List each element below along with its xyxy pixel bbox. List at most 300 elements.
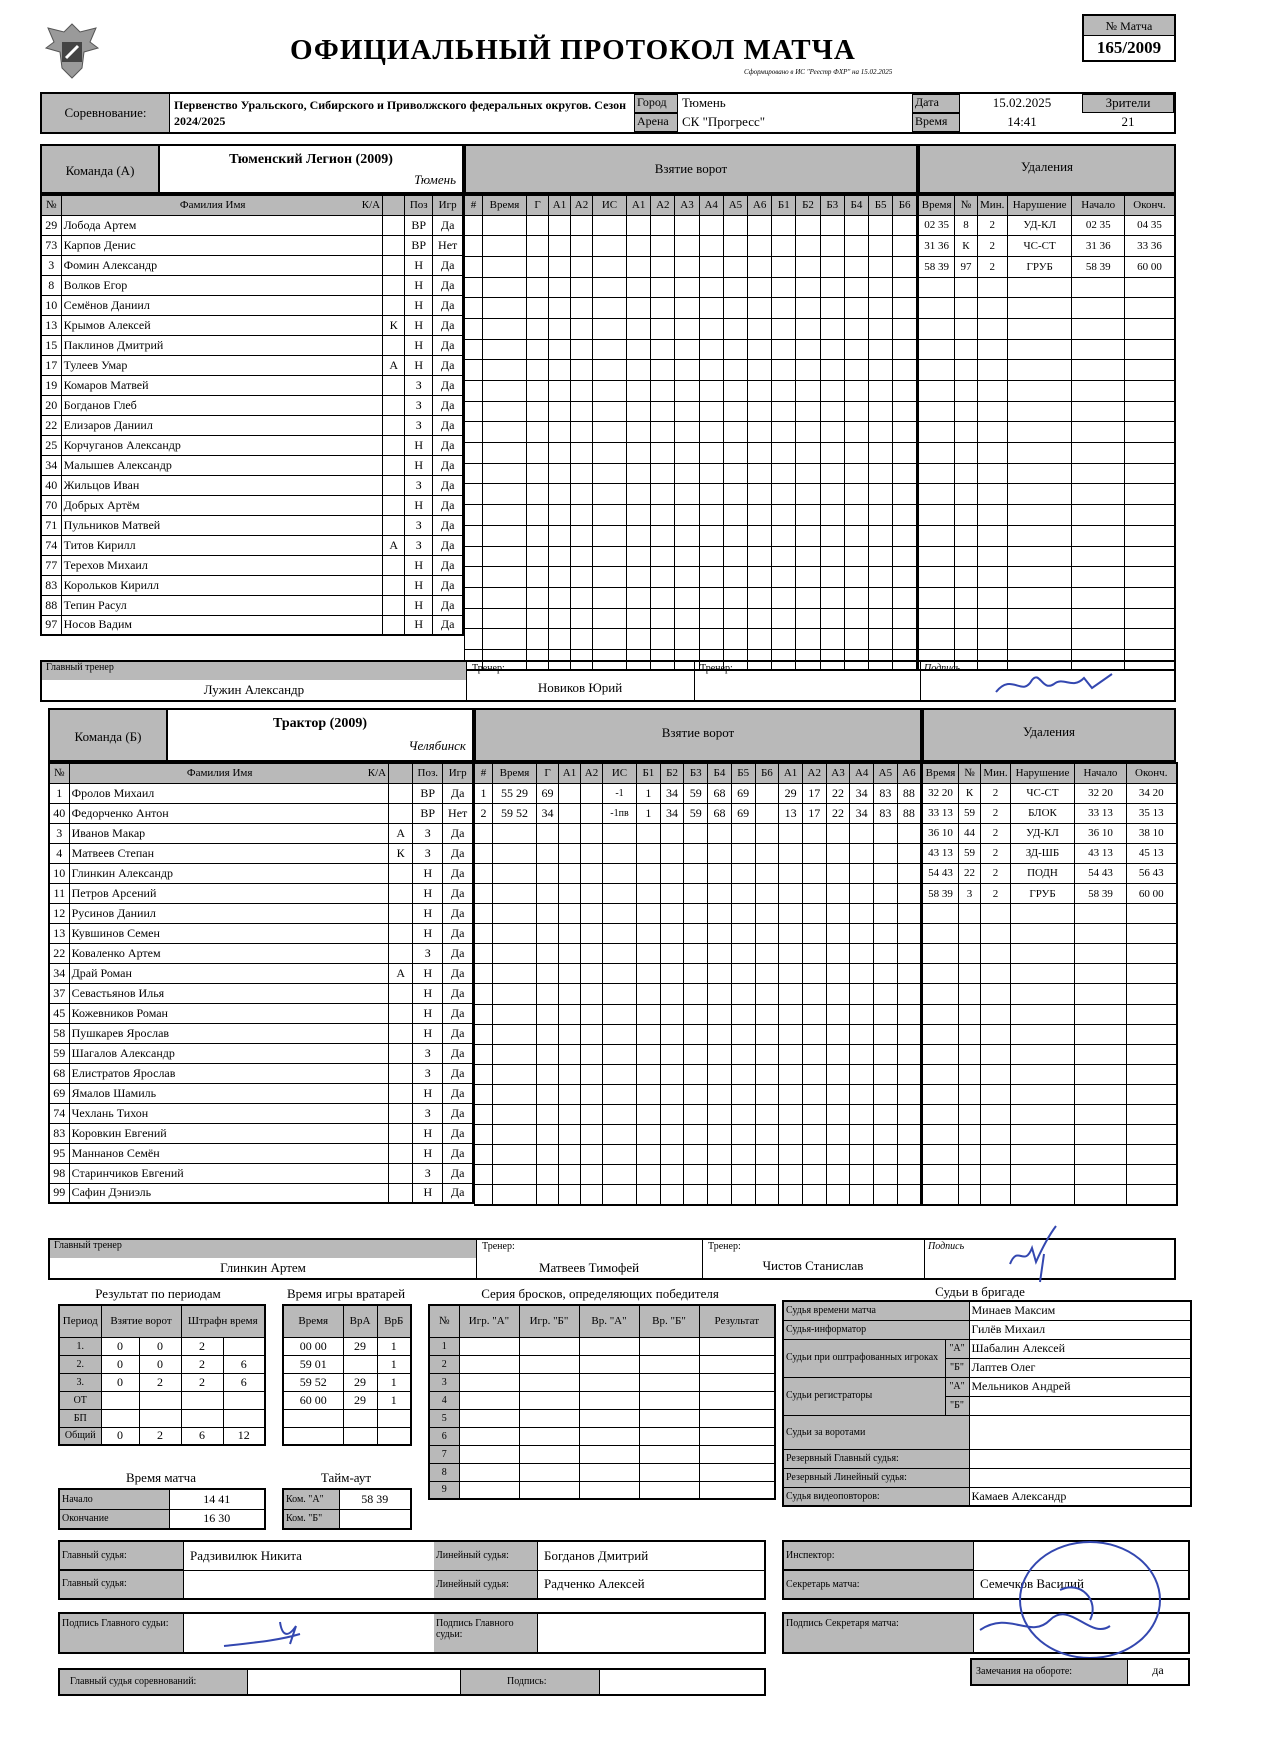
on-ice-player: [850, 1145, 874, 1165]
team-b-penalties-header: Удаления: [922, 708, 1176, 762]
on-ice-player: [684, 1185, 708, 1205]
goal-num: [465, 318, 483, 339]
player-played: Да: [443, 923, 473, 943]
team-b-goals-header: Взятие ворот: [474, 708, 922, 762]
penalty-start: [1072, 443, 1125, 464]
on-ice-player: [796, 360, 820, 381]
penalty-row: [923, 883, 1177, 903]
on-ice-player: [779, 1145, 803, 1165]
goal-assist-2: [581, 1044, 603, 1064]
player-number: 34: [41, 455, 61, 475]
penalty-end: [1127, 1004, 1177, 1024]
on-ice-player: [675, 215, 699, 236]
penalty-end: [1127, 984, 1177, 1004]
player-row: [41, 395, 463, 415]
penalty-end: [1127, 924, 1177, 944]
goal-assist-2: [571, 525, 593, 546]
goalie-time-row: [283, 1373, 411, 1391]
period-pa: [181, 1409, 223, 1427]
on-ice-player: [651, 360, 675, 381]
penalty-start: 58 39: [1072, 256, 1125, 277]
shootout-cell: [639, 1337, 699, 1355]
on-ice-player: [897, 984, 921, 1004]
player-played: Да: [433, 615, 463, 635]
shootout-cell: [459, 1337, 519, 1355]
penalty-row: [919, 360, 1176, 381]
player-captain-mark: [383, 455, 405, 475]
on-ice-player: [869, 381, 893, 402]
shootout-cell: [639, 1445, 699, 1463]
penalty-end: 04 35: [1124, 215, 1175, 236]
goal-assist-1: [549, 318, 571, 339]
on-ice-player: [772, 339, 796, 360]
penalty-foul: [1007, 298, 1072, 319]
goal-row: [475, 924, 922, 944]
player-number: 70: [41, 495, 61, 515]
player-row: [41, 335, 463, 355]
player-name: Пушкарев Ярослав: [69, 1023, 389, 1043]
penalty-start: [1072, 318, 1125, 339]
player-name: Драй Роман: [69, 963, 389, 983]
penalty-row: [923, 783, 1177, 803]
penalty-end: [1124, 318, 1175, 339]
on-ice-player: 88: [897, 803, 921, 823]
on-ice-player: [779, 1024, 803, 1044]
goal-assist-2: [581, 1064, 603, 1084]
on-ice-player: [699, 484, 723, 505]
team-b-head-coach: Глинкин Артем: [220, 1260, 306, 1275]
penalty-time: 02 35: [919, 215, 955, 236]
goal-time-header: Время: [493, 763, 537, 783]
on-ice-player: [684, 843, 708, 863]
player-number: 3: [41, 255, 61, 275]
remarks-label: Замечания на обороте:: [972, 1660, 1128, 1684]
penalty-time: [923, 1044, 959, 1064]
goal-assist-2: [571, 422, 593, 443]
goal-row: [465, 215, 918, 236]
shootout-cell: [519, 1463, 579, 1481]
period-pa: 2: [181, 1337, 223, 1355]
penalty-minutes: [981, 1084, 1011, 1104]
player-position: ВР: [413, 803, 443, 823]
penalty-time: [923, 1165, 959, 1185]
goal-num: [465, 505, 483, 526]
goal-time: [493, 904, 537, 924]
penalty-end: [1127, 1125, 1177, 1145]
goal-num: [465, 567, 483, 588]
on-ice-player: [651, 443, 675, 464]
on-ice-player: [850, 1044, 874, 1064]
goal-assist-1: [549, 484, 571, 505]
official-team-tag: "А": [945, 1377, 969, 1396]
player-captain-mark: [383, 495, 405, 515]
on-ice-player: [897, 924, 921, 944]
player-played: Да: [443, 1163, 473, 1183]
on-ice-player: [844, 525, 868, 546]
on-ice-player: [627, 443, 651, 464]
player-number: 12: [49, 903, 69, 923]
penalty-minutes: 2: [977, 215, 1007, 236]
player-captain-mark: [389, 803, 413, 823]
period-row: [59, 1373, 265, 1391]
goal-scorer: [537, 964, 559, 984]
on-ice-player: [627, 339, 651, 360]
penalty-foul: [1007, 360, 1072, 381]
on-ice-player: [869, 587, 893, 608]
on-ice-player: [723, 215, 747, 236]
penalty-player: 59: [959, 803, 981, 823]
penalty-end: 34 20: [1127, 783, 1177, 803]
penalty-start: [1072, 567, 1125, 588]
on-ice-player: [869, 236, 893, 257]
player-captain-mark: [389, 923, 413, 943]
player-played: Да: [443, 1023, 473, 1043]
penalty-player: К: [959, 783, 981, 803]
on-ice-player: [660, 1165, 684, 1185]
on-ice-player: [874, 1105, 898, 1125]
on-ice-player: [796, 546, 820, 567]
player-captain-mark: [389, 1143, 413, 1163]
on-ice-player: [772, 256, 796, 277]
goal-row: [465, 567, 918, 588]
player-captain-mark: [389, 903, 413, 923]
on-ice-player: [844, 587, 868, 608]
penalty-row: [919, 608, 1176, 629]
shootout-player-b-header: Игр. "Б": [519, 1305, 579, 1337]
goal-scorer: [527, 401, 549, 422]
penalty-row: [919, 318, 1176, 339]
on-ice-player: [675, 256, 699, 277]
penalty-player: [959, 1165, 981, 1185]
on-ice-player: [820, 629, 844, 650]
on-ice-player: [772, 215, 796, 236]
line-referee-label-2: Линейный судья:: [434, 1571, 538, 1598]
penalty-end: [1124, 525, 1175, 546]
on-ice-player: [627, 463, 651, 484]
player-position: Н: [405, 595, 433, 615]
team-b-roster: [48, 762, 474, 1204]
goal-num: [475, 883, 493, 903]
goal-situation: [603, 883, 637, 903]
on-ice-player: [684, 1044, 708, 1064]
penalty-player: [959, 1125, 981, 1145]
penalty-row: [923, 1084, 1177, 1104]
goal-assist-2: [571, 587, 593, 608]
player-name: Старинчиков Евгений: [69, 1163, 389, 1183]
player-played: Да: [443, 1043, 473, 1063]
penalty-start: 43 13: [1075, 843, 1127, 863]
penalty-time: [919, 463, 955, 484]
penalty-end: [1127, 1044, 1177, 1064]
on-ice-player: [708, 1145, 732, 1165]
player-played: Да: [433, 475, 463, 495]
goal-num: [465, 360, 483, 381]
on-ice-player: [708, 1004, 732, 1024]
player-row: [41, 555, 463, 575]
period-ga: 0: [101, 1427, 139, 1445]
on-ice-player: [772, 525, 796, 546]
player-played: Да: [443, 1003, 473, 1023]
on-ice-player: [893, 381, 917, 402]
team-a-goals-header: Взятие ворот: [464, 144, 918, 194]
on-ice-player: [637, 1165, 661, 1185]
on-ice-player: [869, 505, 893, 526]
timeout-a-label: Ком. "А": [283, 1489, 339, 1509]
assist1-header: А1: [559, 763, 581, 783]
player-name: Кувшинов Семен: [69, 923, 389, 943]
on-ice-player: [723, 505, 747, 526]
player-row: [49, 783, 473, 803]
goal-situation: [593, 608, 627, 629]
goal-num: [475, 984, 493, 1004]
player-captain-mark: [389, 1063, 413, 1083]
goal-situation: [603, 1145, 637, 1165]
on-ice-player: [874, 1064, 898, 1084]
goal-assist-2: [581, 803, 603, 823]
on-ice-player: [844, 381, 868, 402]
on-ice-player: [731, 1084, 755, 1104]
shootout-number: 7: [429, 1445, 459, 1463]
on-ice-player: [651, 525, 675, 546]
goal-assist-2: [571, 546, 593, 567]
goal-situation: -1: [603, 783, 637, 803]
period-penalty-header: Штрафн время: [181, 1305, 265, 1337]
team-b-goals-table: [474, 762, 922, 1206]
penalty-player: [955, 587, 977, 608]
on-ice-player: [802, 883, 826, 903]
player-played: Да: [443, 863, 473, 883]
goal-scorer: [527, 381, 549, 402]
on-ice-player: [675, 339, 699, 360]
penalty-player: 97: [955, 256, 977, 277]
goal-time: [483, 567, 527, 588]
on-ice-player: [874, 904, 898, 924]
penalty-minutes: [977, 360, 1007, 381]
on-ice-player: [755, 1145, 779, 1165]
on-ice-player: [627, 567, 651, 588]
on-ice-player: [820, 546, 844, 567]
on-ice-player: [627, 256, 651, 277]
on-ice-player: [844, 629, 868, 650]
goal-assist-1: [559, 904, 581, 924]
on-ice-player: [844, 277, 868, 298]
penalty-player: [955, 484, 977, 505]
penalty-end: 60 00: [1124, 256, 1175, 277]
penalty-time: [919, 608, 955, 629]
on-ice-player: [826, 883, 850, 903]
player-position: З: [413, 943, 443, 963]
team-a-penalties-table: [918, 194, 1176, 671]
on-ice-player: 13: [779, 803, 803, 823]
goal-scorer: [527, 629, 549, 650]
penalty-end: [1124, 443, 1175, 464]
player-number: 22: [49, 943, 69, 963]
goal-assist-2: [581, 944, 603, 964]
on-ice-player: [820, 525, 844, 546]
on-ice-player: [660, 1004, 684, 1024]
period-pa: 2: [181, 1355, 223, 1373]
goal-time: [493, 863, 537, 883]
penalty-end: [1124, 629, 1175, 650]
on-ice-player: 17: [802, 783, 826, 803]
on-ice-player: [874, 1125, 898, 1145]
on-ice-player: [699, 318, 723, 339]
shootout-cell: [639, 1481, 699, 1499]
penalty-time: [923, 1145, 959, 1165]
penalty-row: [919, 236, 1176, 257]
player-played: Да: [443, 1183, 473, 1203]
on-ice-player: [893, 587, 917, 608]
on-ice-player: [755, 883, 779, 903]
penalty-end: [1124, 463, 1175, 484]
on-ice-player: [637, 924, 661, 944]
goal-scorer: [527, 298, 549, 319]
goalie-time-row: [283, 1355, 411, 1373]
goal-assist-2: [581, 964, 603, 984]
penalty-player: [955, 401, 977, 422]
referee-signatures: [58, 1612, 766, 1654]
official-name: [969, 1449, 1191, 1468]
on-ice-player: [651, 339, 675, 360]
on-ice-player: [660, 883, 684, 903]
shootout-cell: [699, 1445, 775, 1463]
on-ice-player: [844, 546, 868, 567]
penalty-player: 3: [959, 883, 981, 903]
official-team-tag: "А": [945, 1339, 969, 1358]
shootout-number: 5: [429, 1409, 459, 1427]
goal-time: [493, 1004, 537, 1024]
official-name: Минаев Максим: [969, 1301, 1191, 1320]
penalty-time: [919, 629, 955, 650]
goalie-change-time: 59 52: [283, 1373, 343, 1391]
goal-situation: [603, 1105, 637, 1125]
on-ice-header: А6: [897, 763, 921, 783]
goal-situation: [593, 381, 627, 402]
penalty-foul: [1011, 1185, 1075, 1205]
player-name: Ямалов Шамиль: [69, 1083, 389, 1103]
player-number: 10: [49, 863, 69, 883]
shootout-cell: [459, 1445, 519, 1463]
shootout-cell: [519, 1373, 579, 1391]
penalty-start: 31 36: [1072, 236, 1125, 257]
penalty-minutes: 2: [981, 823, 1011, 843]
penalty-end: [1127, 1165, 1177, 1185]
penalty-end: [1124, 484, 1175, 505]
player-name: Матвеев Степан: [69, 843, 389, 863]
goal-row: [475, 843, 922, 863]
player-row: [49, 1043, 473, 1063]
player-row: [49, 843, 473, 863]
penalty-row: [923, 944, 1177, 964]
penalty-row: [923, 1064, 1177, 1084]
on-ice-player: [723, 484, 747, 505]
on-ice-header: А3: [826, 763, 850, 783]
on-ice-player: [874, 944, 898, 964]
penalty-end: [1127, 964, 1177, 984]
goal-row: [475, 1024, 922, 1044]
on-ice-player: [651, 422, 675, 443]
penalty-start: [1072, 401, 1125, 422]
goal-num: [475, 924, 493, 944]
goal-scorer: [537, 843, 559, 863]
goal-num: [465, 256, 483, 277]
goal-assist-2: [581, 863, 603, 883]
goal-num: [475, 863, 493, 883]
shootout-cell: [639, 1463, 699, 1481]
penalty-foul: [1007, 567, 1072, 588]
shootout-cell: [579, 1427, 639, 1445]
official-name: Лаптев Олег: [969, 1358, 1191, 1377]
on-ice-player: [708, 1105, 732, 1125]
on-ice-player: [772, 629, 796, 650]
player-played: Да: [433, 315, 463, 335]
player-captain-mark: [383, 275, 405, 295]
official-team-tag: "Б": [945, 1396, 969, 1415]
match-time-table: [58, 1488, 266, 1530]
on-ice-player: [755, 1024, 779, 1044]
shootout-title: Серия бросков, определяющих победителя: [481, 1286, 719, 1301]
on-ice-header: А1: [627, 195, 651, 215]
on-ice-player: [627, 608, 651, 629]
on-ice-player: [844, 505, 868, 526]
penalty-row: [923, 1185, 1177, 1205]
on-ice-player: [897, 1185, 921, 1205]
goal-assist-1: [559, 1024, 581, 1044]
goal-scorer: [537, 1084, 559, 1104]
on-ice-player: [820, 608, 844, 629]
goal-scorer-header: Г: [537, 763, 559, 783]
penalty-start: [1072, 339, 1125, 360]
on-ice-player: [675, 401, 699, 422]
penalty-minutes: 2: [977, 236, 1007, 257]
time-label: Время: [912, 113, 960, 132]
team-a-coach1: Новиков Юрий: [537, 680, 623, 695]
goal-row: [475, 1185, 922, 1205]
player-row: [49, 863, 473, 883]
team-a-penalties-header: Удаления: [918, 144, 1176, 194]
team-a-goals-table: [464, 194, 918, 671]
penalty-minutes: [977, 401, 1007, 422]
on-ice-player: 69: [731, 783, 755, 803]
penalty-minutes: 2: [981, 883, 1011, 903]
penalty-foul: ЗД-ШБ: [1011, 843, 1075, 863]
shootout-cell: [699, 1463, 775, 1481]
player-number: 40: [41, 475, 61, 495]
goalie-a-number: 29: [343, 1337, 377, 1355]
penalty-minutes: [977, 381, 1007, 402]
on-ice-player: [651, 463, 675, 484]
goal-row: [475, 803, 922, 823]
goal-situation: [593, 236, 627, 257]
on-ice-player: [684, 1064, 708, 1084]
penalty-player-header: №: [955, 195, 977, 215]
period-gb: 0: [139, 1337, 181, 1355]
shootout-number: 4: [429, 1391, 459, 1409]
on-ice-player: [675, 298, 699, 319]
penalty-foul: ПОДН: [1011, 863, 1075, 883]
penalty-foul-header: Нарушение: [1011, 763, 1075, 783]
player-position: Н: [413, 983, 443, 1003]
goal-num: [465, 443, 483, 464]
player-row: [49, 1123, 473, 1143]
on-ice-player: [779, 1105, 803, 1125]
referees-block: [58, 1540, 766, 1600]
on-ice-player: [850, 823, 874, 843]
goalie-a-number: [343, 1355, 377, 1373]
penalty-player: 44: [959, 823, 981, 843]
penalty-minutes: [977, 546, 1007, 567]
penalty-foul: [1011, 1105, 1075, 1125]
